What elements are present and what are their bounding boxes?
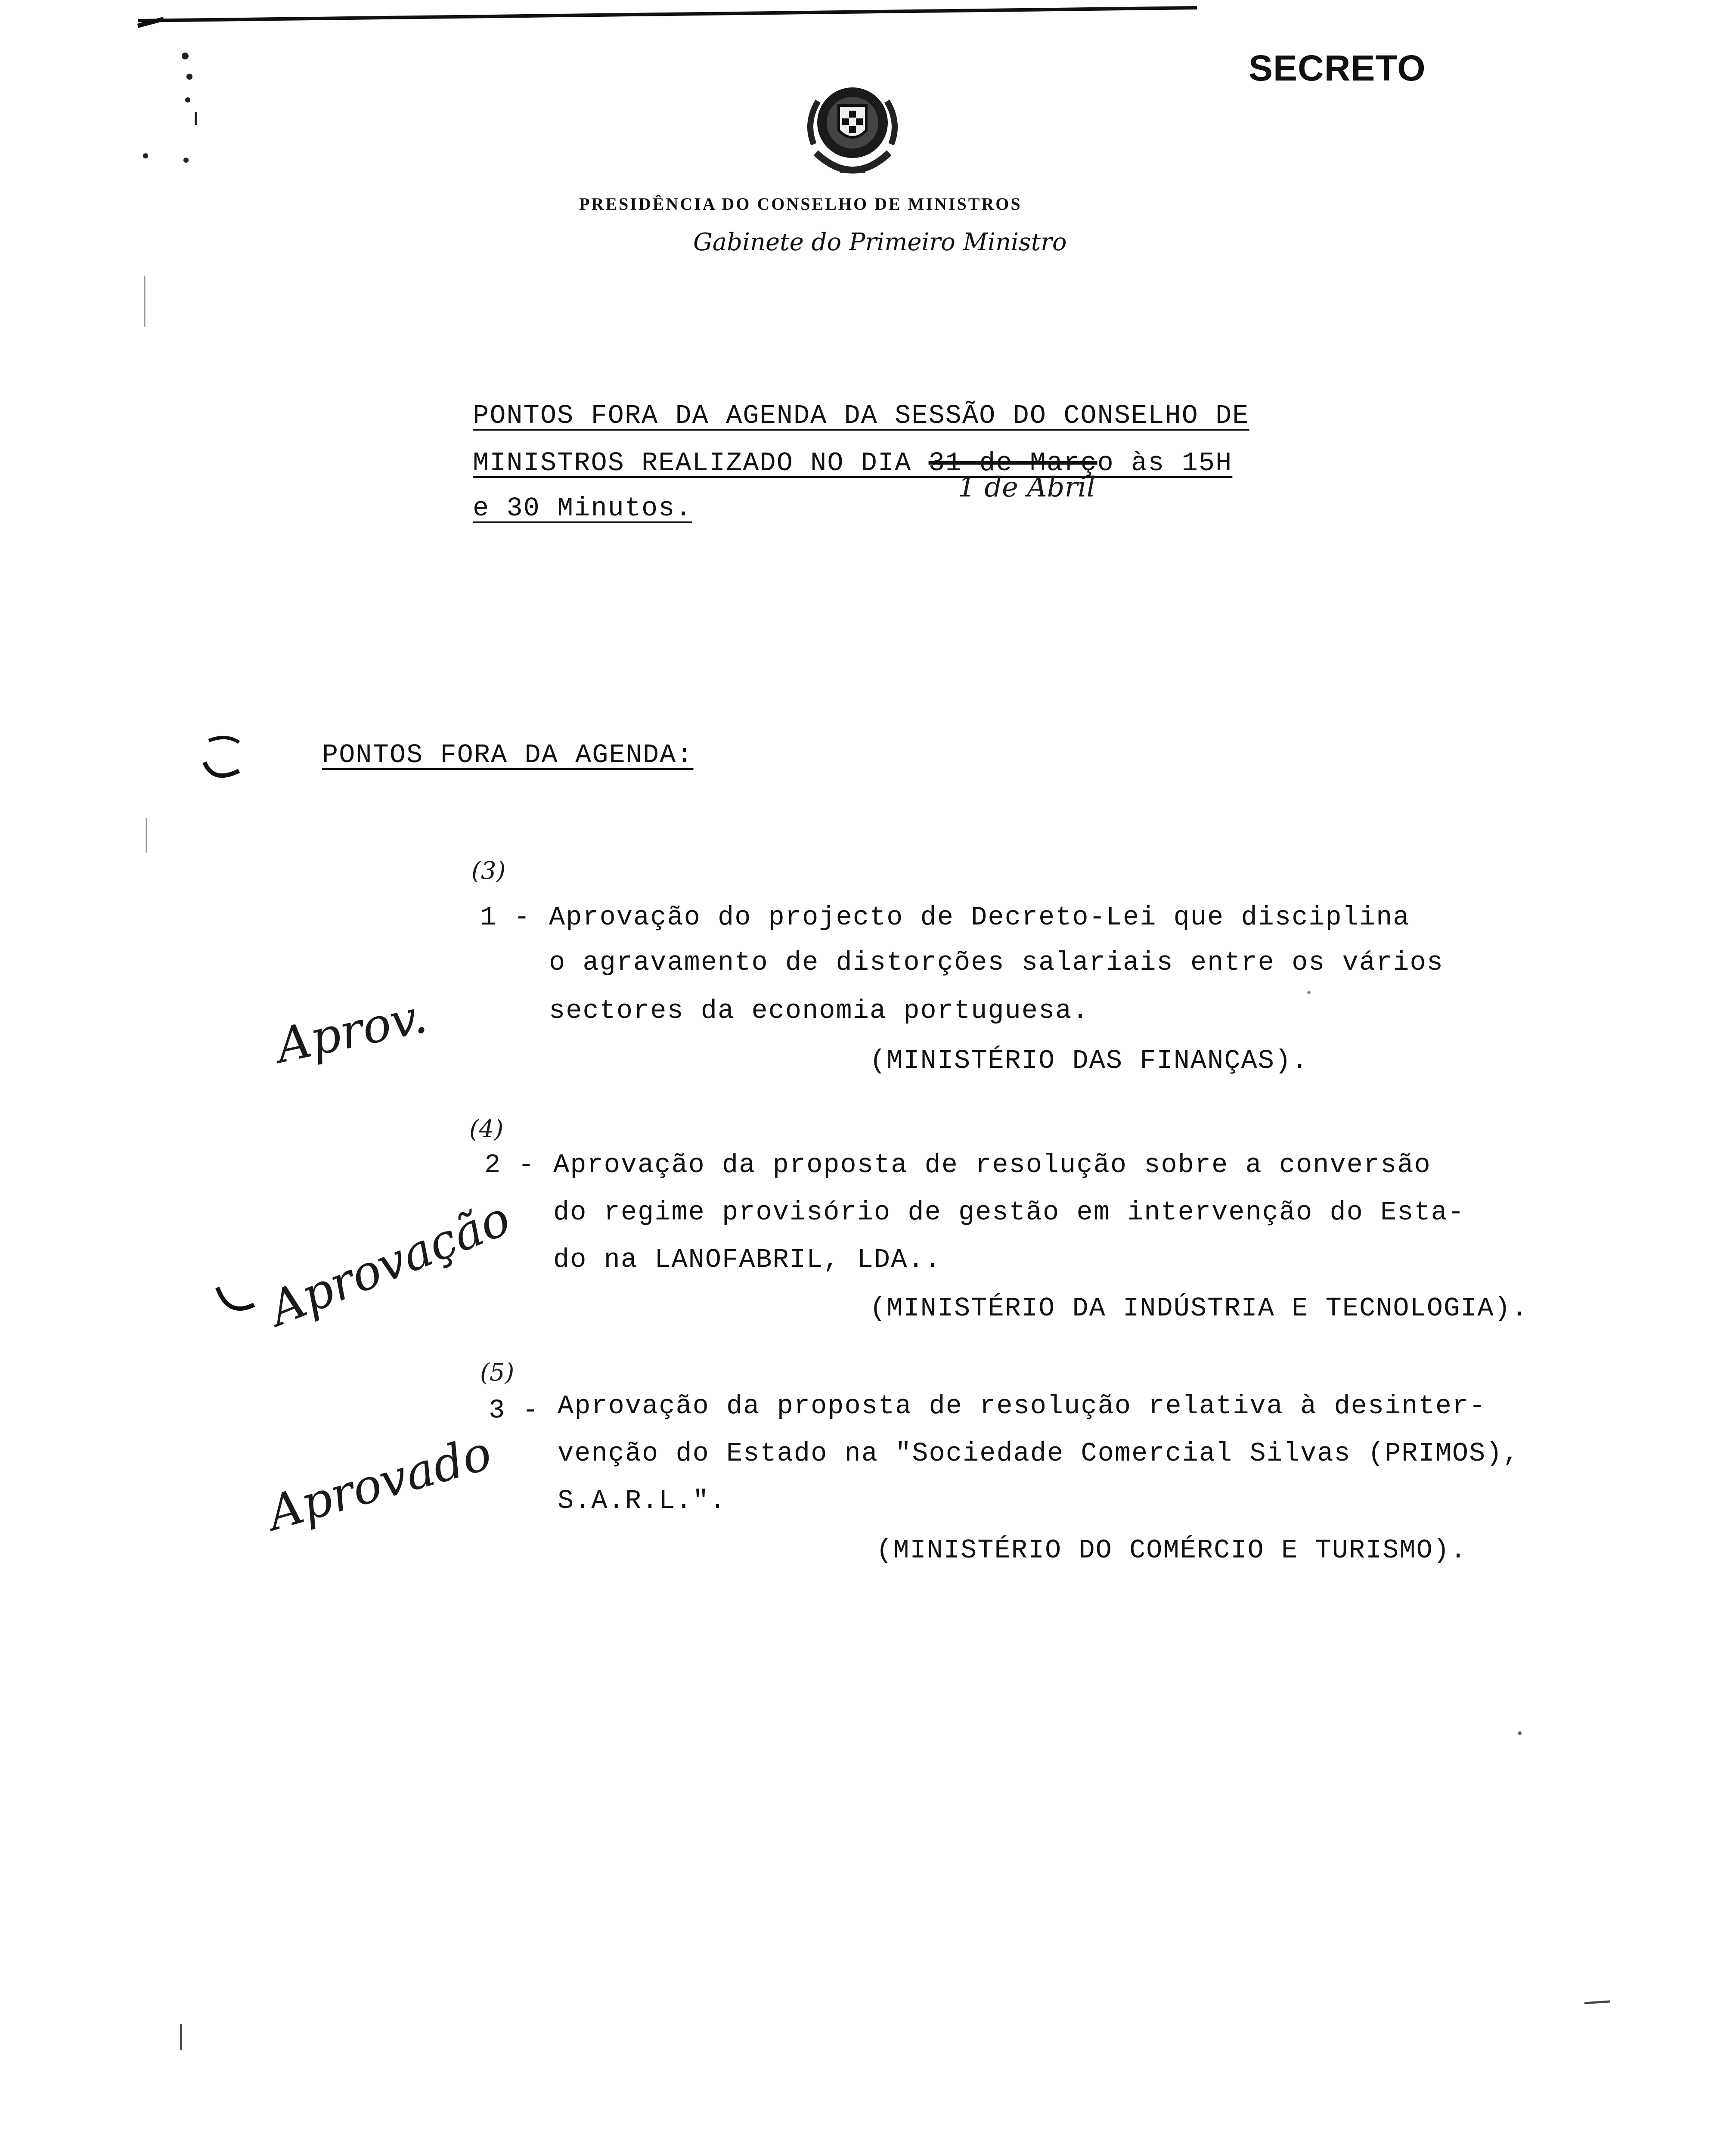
item-ministry: (MINISTÉRIO DO COMÉRCIO E TURISMO).	[876, 1535, 1467, 1566]
item-text-line: do na LANOFABRIL, LDA..	[553, 1244, 942, 1275]
item-text-line: do regime provisório de gestão em intervenção do Esta-	[553, 1197, 1465, 1228]
margin-bracket-mark	[196, 732, 248, 792]
handwritten-date-correction: 1 de Abril	[958, 472, 1095, 503]
struck-date: 31 de Març	[928, 448, 1097, 478]
item-text-line: Aprovação da proposta de resolução sobre a conversão	[553, 1150, 1431, 1180]
title-line-2	[473, 448, 1232, 478]
item-text-line: Aprovação do projecto de Decreto-Lei que disciplina	[549, 902, 1410, 933]
handwritten-margin-note: Aprovado	[261, 1425, 498, 1541]
item-ministry: (MINISTÉRIO DA INDÚSTRIA E TECNOLOGIA).	[870, 1293, 1528, 1324]
office-signature-line: Gabinete do Primeiro Ministro	[693, 228, 1067, 256]
title-line-2-suffix: o às 15H	[1097, 448, 1233, 478]
item-number: 2 -	[484, 1150, 535, 1180]
item-text-line: o agravamento de distorções salariais entre os vários	[549, 947, 1444, 978]
item-ministry: (MINISTÉRIO DAS FINANÇAS).	[870, 1045, 1309, 1076]
title-line-3: e 30 Minutos.	[473, 493, 692, 524]
item-text-line: Aprovação da proposta de resolução relativa à desinter-	[558, 1391, 1486, 1421]
institution-heading: PRESIDÊNCIA DO CONSELHO DE MINISTROS	[579, 194, 1022, 214]
handwritten-margin-note: Aprovação	[261, 1190, 518, 1337]
item-marker: (3)	[471, 857, 506, 885]
title-line-2-prefix: MINISTROS REALIZADO NO DIA	[473, 448, 929, 478]
section-heading: PONTOS FORA DA AGENDA:	[322, 740, 694, 770]
title-line-1: PONTOS FORA DA AGENDA DA SESSÃO DO CONSELHO DE	[473, 400, 1249, 431]
handwritten-margin-note: Aprov.	[271, 988, 432, 1074]
item-number: 3 -	[489, 1395, 539, 1426]
coat-of-arms-emblem	[797, 80, 908, 183]
item-text-line: S.A.R.L.".	[558, 1486, 727, 1516]
item-marker: (5)	[480, 1359, 515, 1387]
item-text-line: sectores da economia portuguesa.	[549, 996, 1089, 1026]
margin-bracket-mark	[211, 1266, 263, 1326]
item-marker: (4)	[469, 1115, 504, 1143]
item-number: 1 -	[480, 902, 531, 933]
item-text-line: venção do Estado na "Sociedade Comercial Silvas (PRIMOS),	[558, 1438, 1520, 1469]
classification-stamp: SECRETO	[1249, 48, 1426, 88]
